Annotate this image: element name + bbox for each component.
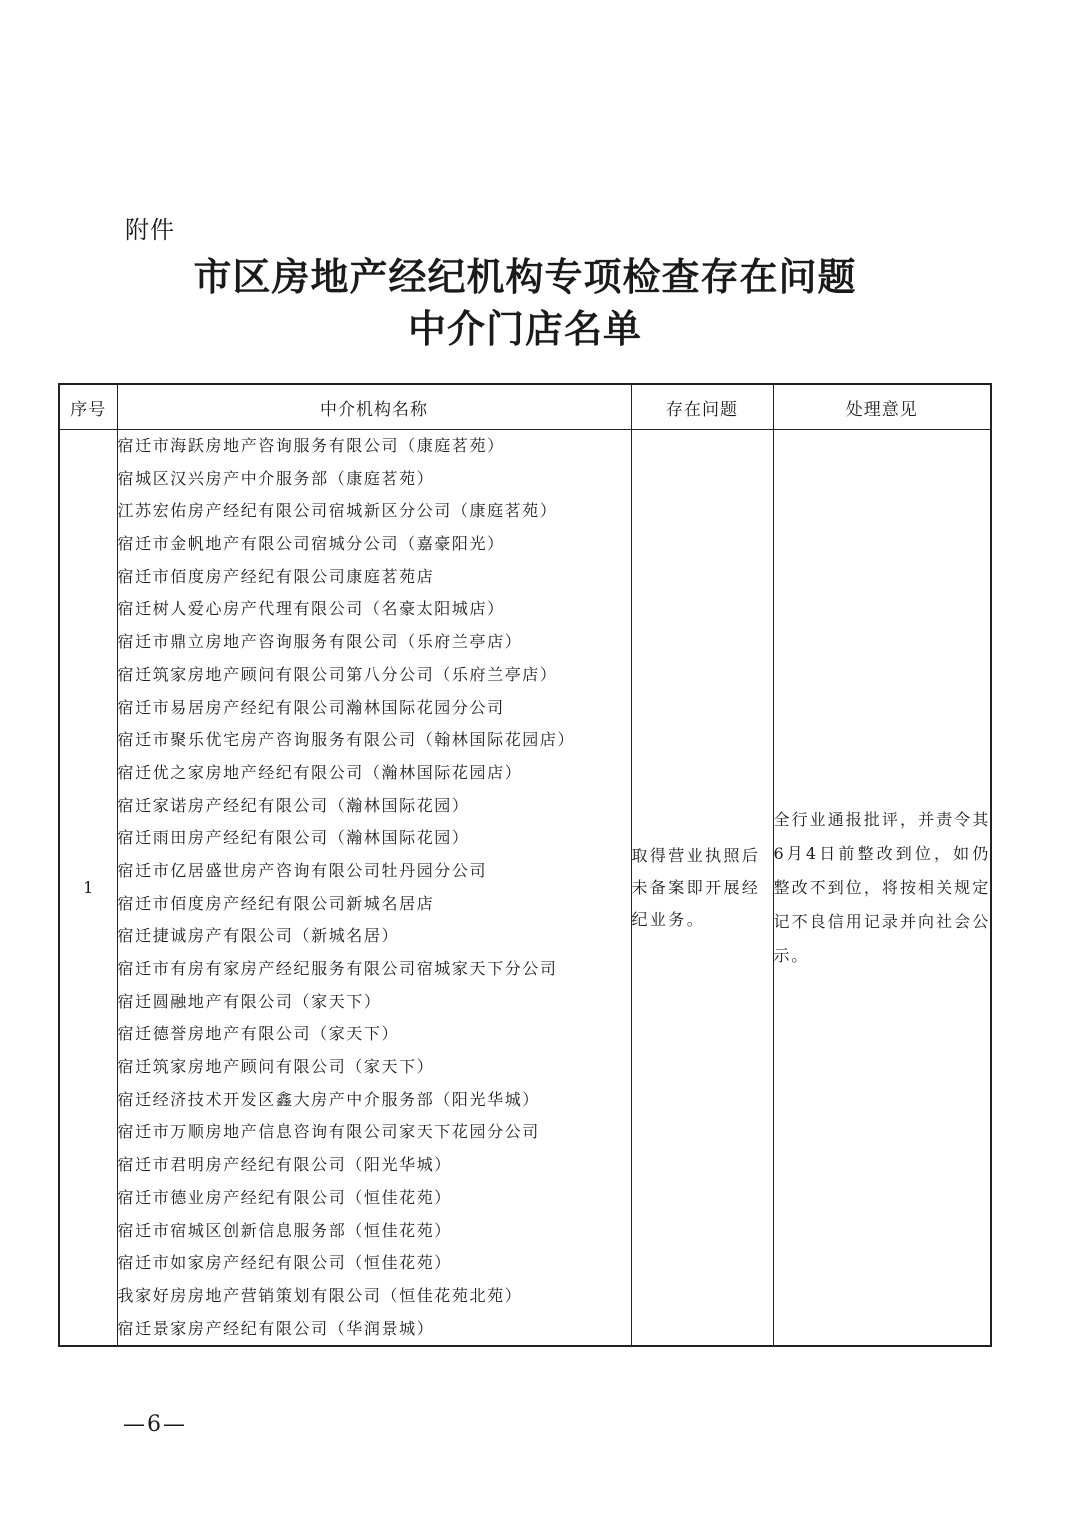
agency-list-table	[58, 383, 992, 1347]
agency-name: 我家好房房地产营销策划有限公司（恒佳花苑北苑）	[117, 1285, 523, 1305]
agency-name: 宿迁市易居房产经纪有限公司瀚林国际花园分公司	[117, 697, 505, 717]
agency-name: 宿迁市如家房产经纪有限公司（恒佳花苑）	[117, 1253, 452, 1273]
agency-name: 宿迁树人爱心房产代理有限公司（名豪太阳城店）	[117, 599, 505, 619]
agency-name: 宿迁市万顺房地产信息咨询有限公司家天下花园分公司	[117, 1122, 540, 1142]
agency-name: 宿迁圆融地产有限公司（家天下）	[117, 991, 382, 1011]
agency-name: 宿迁市金帆地产有限公司宿城分公司（嘉豪阳光）	[117, 534, 505, 554]
column-header-issue: 存在问题	[631, 384, 773, 430]
agency-name: 宿迁市鼎立房地产咨询服务有限公司（乐府兰亭店）	[117, 632, 523, 652]
column-header-action: 处理意见	[773, 384, 991, 430]
agency-name: 宿迁市有房有家房产经纪服务有限公司宿城家天下分公司	[117, 959, 558, 978]
agency-name: 江苏宏佑房产经纪有限公司宿城新区分公司（康庭茗苑）	[117, 501, 558, 521]
serial-number-cell: 1	[59, 430, 117, 1347]
agency-name: 宿迁家诺房产经纪有限公司（瀚林国际花园）	[117, 795, 470, 815]
page-number: —6—	[123, 1412, 187, 1437]
agency-name: 宿迁市亿居盛世房产咨询有限公司牡丹园分公司	[117, 860, 488, 880]
agency-name: 宿迁市聚乐优宅房产咨询服务有限公司（翰林国际花园店）	[117, 730, 576, 750]
document-title-line-1: 市区房地产经纪机构专项检查存在问题	[193, 255, 857, 299]
agency-name: 宿迁筑家房地产顾问有限公司第八分公司（乐府兰亭店）	[117, 664, 558, 684]
attachment-label: 附件	[125, 216, 175, 244]
agency-name: 宿迁市佰度房产经纪有限公司新城名居店	[117, 893, 435, 913]
agency-name: 宿迁市君明房产经纪有限公司（阳光华城）	[117, 1155, 452, 1175]
agency-name: 宿迁市佰度房产经纪有限公司康庭茗苑店	[117, 566, 435, 586]
agency-name: 宿迁市德业房产经纪有限公司（恒佳花苑）	[117, 1187, 452, 1207]
agency-names-cell	[117, 430, 631, 1347]
agency-name: 宿迁景家房产经纪有限公司（华润景城）	[117, 1318, 435, 1338]
table-row	[59, 430, 991, 1347]
agency-name: 宿迁筑家房地产顾问有限公司（家天下）	[117, 1057, 435, 1077]
agency-name: 宿城区汉兴房产中介服务部（康庭茗苑）	[117, 468, 435, 488]
agency-name: 宿迁市宿城区创新信息服务部（恒佳花苑）	[117, 1220, 452, 1240]
table-header-row	[59, 384, 991, 430]
agency-name: 宿迁优之家房地产经纪有限公司（瀚林国际花园店）	[117, 762, 523, 782]
column-header-agency-name: 中介机构名称	[117, 384, 631, 430]
issue-cell: 取得营业执照后未备案即开展经纪业务。	[631, 430, 773, 1347]
document-title-line-2: 中介门店名单	[407, 307, 642, 351]
column-header-serial: 序号	[59, 384, 117, 430]
agency-name: 宿迁市海跃房地产咨询服务有限公司（康庭茗苑）	[117, 436, 505, 455]
agency-name: 宿迁德誉房地产有限公司（家天下）	[117, 1024, 400, 1044]
agency-name: 宿迁经济技术开发区鑫大房产中介服务部（阳光华城）	[117, 1089, 540, 1109]
agency-name: 宿迁捷诚房产有限公司（新城名居）	[117, 926, 400, 946]
action-cell: 全行业通报批评，并责令其6月4日前整改到位，如仍整改不到位，将按相关规定记不良信用记录并向社会公示。	[773, 430, 991, 1347]
agency-name: 宿迁雨田房产经纪有限公司（瀚林国际花园）	[117, 828, 470, 848]
